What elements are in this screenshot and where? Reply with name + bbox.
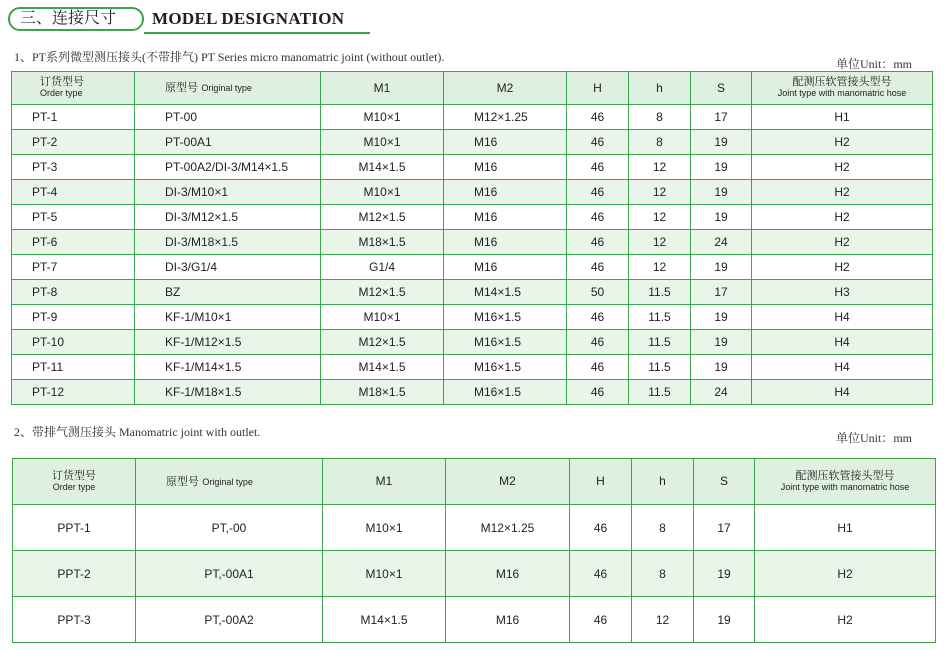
cell-orig: KF-1/M18×1.5 [135,380,321,405]
cell-m2: M16×1.5 [444,355,567,380]
heading-underline [144,32,370,34]
cell-h: 12 [629,230,691,255]
cell-H: 46 [567,255,629,280]
cell-S: 19 [691,305,752,330]
cell-m1: M14×1.5 [321,155,444,180]
cell-joint: H3 [752,280,933,305]
cell-orig: PT,-00A1 [136,551,323,597]
cell-orig: KF-1/M10×1 [135,305,321,330]
cell-joint: H2 [755,597,936,643]
cell-H: 46 [567,380,629,405]
table-row [13,505,936,551]
cell-orig: KF-1/M12×1.5 [135,330,321,355]
cell-joint: H1 [752,105,933,130]
cell-m2: M12×1.25 [446,505,570,551]
cell-order: PT-11 [12,355,135,380]
table-pt-series [11,71,933,405]
cell-m1: M10×1 [321,305,444,330]
cell-m1: M10×1 [323,551,446,597]
cell-S: 24 [691,380,752,405]
table-row [12,205,933,230]
col-m1: M1 [323,459,446,505]
table-row [12,355,933,380]
cell-order: PT-8 [12,280,135,305]
cell-orig: DI-3/M18×1.5 [135,230,321,255]
cell-m2: M16 [444,130,567,155]
cell-m1: M12×1.5 [321,330,444,355]
table-row [12,230,933,255]
cell-joint: H2 [752,205,933,230]
cell-m2: M16 [444,230,567,255]
cell-m2: M16×1.5 [444,305,567,330]
cell-h: 12 [629,255,691,280]
cell-S: 19 [691,155,752,180]
cell-h: 8 [629,130,691,155]
table-header-row [13,459,936,505]
cell-S: 17 [694,505,755,551]
section2-title: 2、带排气测压接头 Manomatric joint with outlet. [14,425,261,439]
section1-title: 1、PT系列微型测压接头(不带排气) PT Series micro manomatric joint (without outlet). [14,50,445,64]
cell-H: 46 [567,205,629,230]
cell-m2: M16 [444,180,567,205]
cell-order: PT-10 [12,330,135,355]
table-ppt-series [12,458,936,643]
col-m2: M2 [446,459,570,505]
cell-h: 11.5 [629,330,691,355]
table-row [12,380,933,405]
cell-S: 19 [691,330,752,355]
cell-S: 17 [691,280,752,305]
cell-S: 19 [691,205,752,230]
cell-h: 12 [629,155,691,180]
cell-order: PT-2 [12,130,135,155]
table-row [12,105,933,130]
cell-S: 19 [691,255,752,280]
cell-H: 46 [567,330,629,355]
table-row [12,130,933,155]
col-H: H [567,72,629,105]
cell-H: 46 [567,155,629,180]
cell-h: 11.5 [629,305,691,330]
col-joint-type: 配测压软管接头型号 Joint type with manomatric hose [752,72,933,105]
cell-m2: M16×1.5 [444,330,567,355]
cell-S: 17 [691,105,752,130]
col-joint-type: 配测压软管接头型号 Joint type with manomatric hose [755,459,936,505]
col-original-type: 原型号 Original type [135,72,321,105]
cell-m1: M14×1.5 [323,597,446,643]
cell-orig: BZ [135,280,321,305]
cell-orig: PT,-00 [136,505,323,551]
table-row [13,551,936,597]
cell-orig: PT-00A2/DI-3/M14×1.5 [135,155,321,180]
cell-h: 11.5 [629,380,691,405]
section1-unit: 单位Unit：mm [836,57,913,71]
col-S: S [691,72,752,105]
col-S: S [694,459,755,505]
section2-unit: 单位Unit：mm [836,431,913,445]
cell-H: 46 [570,551,632,597]
cell-joint: H2 [752,255,933,280]
cell-m1: G1/4 [321,255,444,280]
cell-m2: M16×1.5 [444,380,567,405]
section-heading-en: MODEL DESIGNATION [152,9,345,28]
cell-H: 46 [570,505,632,551]
page-header [8,5,368,35]
cell-m1: M10×1 [321,105,444,130]
col-h: h [632,459,694,505]
cell-m2: M16 [444,155,567,180]
cell-orig: DI-3/M10×1 [135,180,321,205]
cell-orig: KF-1/M14×1.5 [135,355,321,380]
cell-m1: M14×1.5 [321,355,444,380]
cell-m2: M16 [444,255,567,280]
cell-S: 19 [691,355,752,380]
cell-H: 46 [567,180,629,205]
cell-H: 46 [567,105,629,130]
table-row [13,597,936,643]
cell-joint: H4 [752,330,933,355]
cell-m1: M10×1 [321,130,444,155]
cell-joint: H4 [752,305,933,330]
cell-S: 24 [691,230,752,255]
cell-order: PT-1 [12,105,135,130]
cell-h: 8 [629,105,691,130]
cell-m1: M18×1.5 [321,380,444,405]
cell-order: PT-6 [12,230,135,255]
cell-orig: DI-3/M12×1.5 [135,205,321,230]
cell-order: PT-7 [12,255,135,280]
cell-H: 50 [567,280,629,305]
cell-S: 19 [694,597,755,643]
cell-S: 19 [691,130,752,155]
cell-S: 19 [691,180,752,205]
cell-m2: M16 [446,597,570,643]
cell-m1: M10×1 [323,505,446,551]
cell-h: 12 [629,180,691,205]
cell-joint: H2 [752,180,933,205]
cell-m2: M12×1.25 [444,105,567,130]
table-row [12,155,933,180]
table-row [12,330,933,355]
section-heading-zh: 三、连接尺寸 [8,7,144,31]
cell-joint: H4 [752,355,933,380]
cell-H: 46 [570,597,632,643]
cell-m2: M16 [446,551,570,597]
cell-h: 12 [632,597,694,643]
cell-m1: M12×1.5 [321,205,444,230]
cell-order: PT-3 [12,155,135,180]
cell-m1: M10×1 [321,180,444,205]
table-row [12,280,933,305]
cell-S: 19 [694,551,755,597]
cell-H: 46 [567,355,629,380]
col-H: H [570,459,632,505]
table-header-row [12,72,933,105]
cell-joint: H4 [752,380,933,405]
cell-joint: H2 [752,230,933,255]
cell-m2: M16 [444,205,567,230]
cell-order: PPT-2 [13,551,136,597]
cell-h: 8 [632,505,694,551]
cell-order: PPT-3 [13,597,136,643]
cell-h: 8 [632,551,694,597]
cell-joint: H2 [755,551,936,597]
cell-h: 11.5 [629,355,691,380]
col-original-type: 原型号 Original type [136,459,323,505]
cell-order: PPT-1 [13,505,136,551]
cell-orig: PT-00A1 [135,130,321,155]
col-m2: M2 [444,72,567,105]
cell-order: PT-4 [12,180,135,205]
table-row [12,305,933,330]
cell-H: 46 [567,130,629,155]
col-order-type: 订货型号 Order type [13,459,136,505]
cell-h: 11.5 [629,280,691,305]
cell-order: PT-12 [12,380,135,405]
cell-orig: DI-3/G1/4 [135,255,321,280]
col-m1: M1 [321,72,444,105]
cell-joint: H2 [752,130,933,155]
col-order-type: 订货型号 Order type [12,72,135,105]
cell-H: 46 [567,305,629,330]
table-row [12,180,933,205]
cell-m1: M12×1.5 [321,280,444,305]
cell-order: PT-5 [12,205,135,230]
cell-h: 12 [629,205,691,230]
cell-m2: M14×1.5 [444,280,567,305]
cell-m1: M18×1.5 [321,230,444,255]
cell-orig: PT,-00A2 [136,597,323,643]
col-h: h [629,72,691,105]
cell-joint: H1 [755,505,936,551]
cell-joint: H2 [752,155,933,180]
cell-order: PT-9 [12,305,135,330]
cell-H: 46 [567,230,629,255]
cell-orig: PT-00 [135,105,321,130]
table-row [12,255,933,280]
